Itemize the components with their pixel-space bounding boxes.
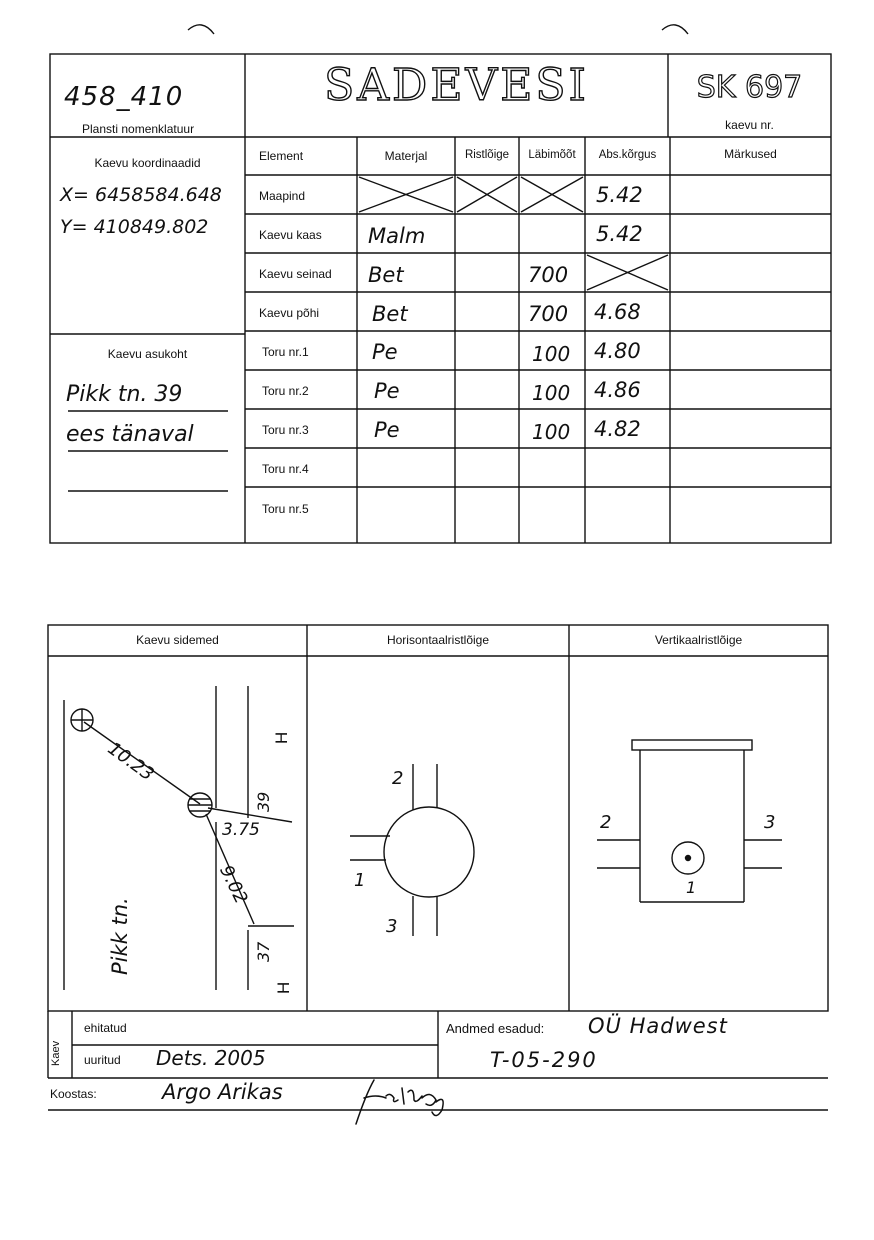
compiler-label: Koostas: [50, 1087, 97, 1101]
row-abs-height: 4.82 [594, 417, 641, 441]
distance-label: 37 [254, 941, 273, 962]
col-header-element: Element [259, 149, 304, 163]
street-name-label: Pikk tn. [108, 897, 132, 975]
hydrant-mark: H [274, 981, 293, 994]
footer-side-label: Kaev [50, 1040, 62, 1066]
nomenclature-value: 458_410 [64, 82, 184, 112]
row-element: Toru nr.1 [262, 345, 309, 359]
row-element: Kaevu põhi [259, 306, 320, 320]
col-header-diameter: Läbimõõt [528, 149, 576, 161]
surveyed-value: Dets. 2005 [156, 1046, 266, 1070]
data-source-reference: T-05-290 [490, 1048, 598, 1072]
panel-title-vertical-section: Vertikaalristlõige [654, 633, 743, 647]
row-abs-height: 4.86 [594, 378, 641, 402]
nomenclature-label: Plansti nomenklatuur [82, 122, 195, 136]
row-material: Pe [372, 340, 398, 364]
distance-label: 10.23 [103, 738, 158, 786]
row-element: Kaevu seinad [259, 267, 332, 281]
pipe-number-label: 3 [764, 812, 776, 833]
row-element: Toru nr.2 [262, 384, 309, 398]
row-material: Bet [368, 263, 404, 287]
pipe-number-label: 2 [600, 812, 612, 833]
row-element: Kaevu kaas [259, 228, 322, 242]
row-diameter: 100 [532, 342, 571, 366]
col-header-abs-height: Abs.kõrgus [598, 149, 657, 161]
distance-label: 3.75 [222, 820, 260, 840]
row-element: Maapind [259, 189, 306, 203]
pipe-number-label: 3 [386, 916, 398, 937]
well-number-label: kaevu nr. [725, 118, 774, 132]
distance-label: 9.02 [215, 862, 252, 908]
row-diameter: 700 [528, 263, 569, 287]
hydrant-mark: H [272, 731, 291, 744]
well-number: SK 697 [696, 70, 803, 105]
row-element: Toru nr.4 [262, 462, 309, 476]
row-abs-height: 5.42 [596, 222, 643, 246]
row-diameter: 100 [532, 381, 571, 405]
row-abs-height: 4.80 [594, 339, 641, 363]
page-title: SADEVESI [324, 60, 589, 111]
compiler-name: Argo Arikas [162, 1080, 283, 1104]
row-diameter: 700 [528, 302, 569, 326]
location-line-1: Pikk tn. 39 [66, 382, 183, 407]
built-label: ehitatud [84, 1021, 127, 1035]
data-source-label: Andmed esadud: [446, 1021, 545, 1036]
row-material: Bet [372, 302, 408, 326]
pipe-number-label: 1 [686, 878, 697, 897]
row-abs-height: 4.68 [594, 300, 641, 324]
pipe-number-label: 2 [392, 768, 404, 789]
col-header-material: Materjal [384, 149, 428, 163]
panel-title-connections: Kaevu sidemed [136, 633, 219, 647]
distance-label: 39 [254, 791, 273, 812]
coordinate-x: X= 6458584.648 [60, 184, 222, 206]
surveyed-label: uuritud [84, 1053, 121, 1067]
location-label: Kaevu asukoht [107, 347, 188, 361]
location-line-2: ees tänaval [66, 422, 194, 447]
panel-title-horizontal-section: Horisontaalristlõige [386, 633, 490, 647]
coordinate-y: Y= 410849.802 [60, 216, 209, 238]
row-material: Malm [368, 224, 426, 248]
data-source-company: OÜ Hadwest [588, 1014, 728, 1038]
row-material: Pe [374, 418, 400, 442]
col-header-cross-section: Ristlõige [464, 149, 510, 161]
col-header-notes: Märkused [724, 147, 777, 161]
row-material: Pe [374, 379, 400, 403]
pipe-number-label: 1 [354, 870, 366, 891]
row-diameter: 100 [532, 420, 571, 444]
row-element: Toru nr.3 [262, 423, 309, 437]
coordinates-label: Kaevu koordinaadid [94, 156, 201, 170]
row-element: Toru nr.5 [262, 502, 309, 516]
row-abs-height: 5.42 [596, 183, 643, 207]
